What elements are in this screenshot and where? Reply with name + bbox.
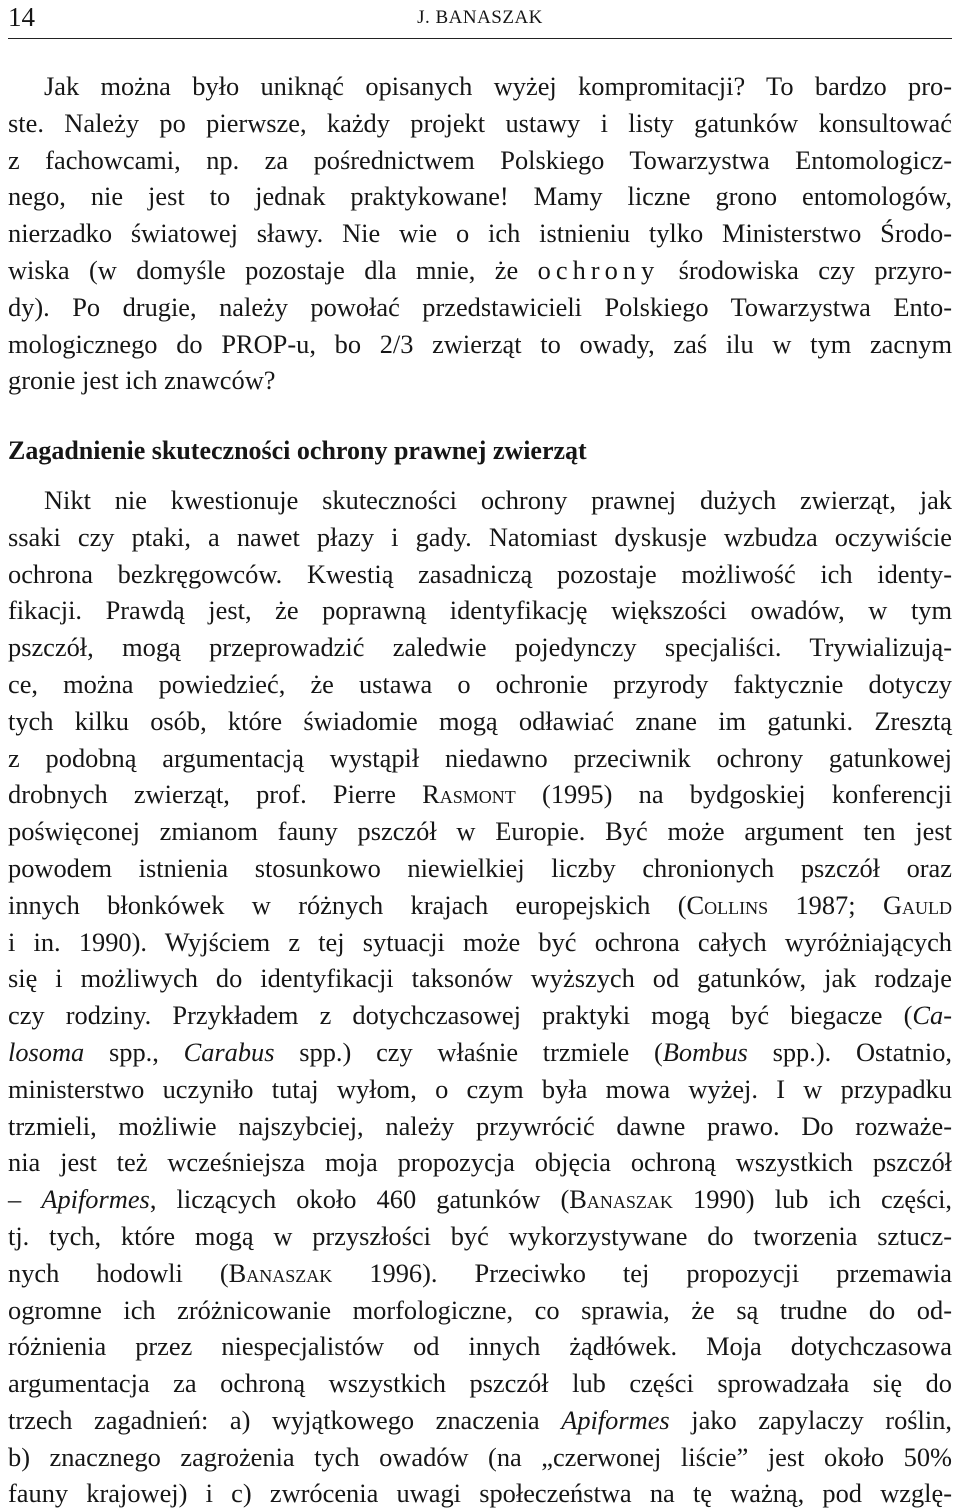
text-line: Nikt nie kwestionuje skuteczności ochrony prawnej dużych zwierząt, jak (44, 484, 952, 515)
section-heading: Zagadnienie skuteczności ochrony prawnej zwierząt (8, 436, 587, 466)
text-line: nego, nie jest to jednak praktykowane! Mamy liczne grono entomologów, (8, 181, 952, 212)
spaced-emphasis: ochrony (537, 254, 660, 285)
text-line: b) znacznego zagrożenia tych owadów (na „czerwonej liście” jest około 50% (8, 1441, 952, 1472)
text-run: jako zapylaczy roślin, (669, 1404, 952, 1435)
text-line: się i możliwych do identyfikacji taksonów wyższych od gatunków, jak rodzaje (8, 963, 952, 994)
text-line (8, 887, 952, 924)
text-line: ce, można powiedzieć, że ustawa o ochronie przyrody faktycznie dotyczy (8, 668, 952, 699)
text-run: czy rodziny. Przykładem z dotychczasowej praktyki mogą być biegacze ( (8, 1000, 913, 1031)
text-line (8, 1402, 952, 1439)
text-line: ogromne ich zróżnicowanie morfologiczne, co sprawia, że są trudne do od- (8, 1294, 952, 1325)
text-line: tj. tych, które mogą w przyszłości być wykorzystywane do tworzenia sztucz- (8, 1220, 952, 1251)
text-run: , liczących około 460 gatunków ( (149, 1184, 570, 1215)
text-line: i in. 1990). Wyjściem z tej sytuacji może być ochrona całych wyróżniających (8, 926, 952, 957)
author-name: Rasmont (422, 779, 516, 810)
text-line (8, 1034, 952, 1071)
text-line: różnienia przez niespecjalistów od innych żądłówek. Moja dotychczasowa (8, 1331, 952, 1362)
text-run: nych hodowli ( (8, 1257, 229, 1288)
text-run: wiska (w domyśle pozostaje dla mnie, że (8, 254, 538, 285)
text-line: trzmieli, możliwie najszybciej, należy przywrócić dawne prawo. Do rozważe- (8, 1110, 952, 1141)
text-run: spp.). Ostatnio, (747, 1036, 952, 1067)
text-line (8, 252, 952, 289)
text-run: drobnych zwierząt, prof. Pierre (8, 779, 423, 810)
paragraph-2 (8, 482, 952, 1512)
text-line: nierzadko światowej sławy. Nie wie o ich istnieniu tylko Ministerstwo Środo- (8, 218, 952, 249)
text-run: (1995) na bydgoskiej konferencji (515, 779, 952, 810)
text-run: środowiska czy przyro- (659, 254, 952, 285)
author-name: Banaszak (228, 1257, 333, 1288)
text-line: fauny krajowej) i c) zwrócenia uwagi społeczeństwa na tę ważną, pod wzglę- (8, 1478, 952, 1509)
text-run: 1990) lub ich części, (672, 1184, 952, 1215)
taxon-name: losoma (8, 1036, 85, 1067)
taxon-name: Apiformes (561, 1404, 670, 1435)
text-line (8, 1255, 952, 1292)
text-run: innych błonkówek w różnych krajach europejskich ( (8, 889, 687, 920)
text-run: spp.) czy właśnie trzmiele ( (274, 1036, 663, 1067)
text-line: mologicznego do PROP-u, bo 2/3 zwierząt to owady, zaś ilu w tym zacnym (8, 328, 952, 359)
author-name: Gauld (882, 889, 952, 920)
taxon-name: Ca- (912, 1000, 952, 1031)
text-line: nia jest też wcześniejsza moja propozycja objęcia ochroną wszystkich pszczół (8, 1147, 952, 1178)
taxon-name: Apiformes (41, 1184, 150, 1215)
taxon-name: Bombus (662, 1036, 748, 1067)
text-line: z fachowcami, np. za pośrednictwem Polskiego Towarzystwa Entomologicz- (8, 144, 952, 175)
text-run: 1987; (768, 889, 883, 920)
page-number: 14 (8, 2, 35, 32)
text-line: ssaki czy ptaki, a nawet płazy i gady. Natomiast dyskusje wzbudza oczywiście (8, 521, 952, 552)
text-run: 1996). Przeciwko tej propozycji przemawia (332, 1257, 952, 1288)
text-run: – (8, 1184, 42, 1215)
text-line: ministerstwo uczyniło tutaj wyłom, o czym była mowa wyżej. I w przypadku (8, 1073, 952, 1104)
text-line: powodem istnienia stosunkowo niewielkiej liczby chronionych pszczół oraz (8, 852, 952, 883)
text-line: ste. Należy po pierwsze, każdy projekt ustawy i listy gatunków konsultować (8, 107, 952, 138)
text-line: dy). Po drugie, należy powołać przedstawicieli Polskiego Towarzystwa Ento- (8, 291, 952, 322)
text-line: Jak można było uniknąć opisanych wyżej kompromitacji? To bardzo pro- (44, 71, 952, 101)
text-line (8, 997, 952, 1034)
text-line: argumentacja za ochroną wszystkich pszczół lub części sprowadzała się do (8, 1368, 952, 1399)
text-line (8, 1181, 952, 1218)
text-line: fikacji. Prawdą jest, że poprawną identyfikację większości owadów, w tym (8, 595, 952, 626)
text-line: pszczół, mogą przeprowadzić zaledwie pojedynczy specjaliści. Trywializują- (8, 632, 952, 663)
text-line: poświęconej zmianom fauny pszczół w Europie. Być może argument ten jest (8, 816, 952, 847)
running-head: J. BANASZAK (417, 7, 543, 28)
text-line: ochrona bezkręgowców. Kwestią zasadniczą pozostaje możliwość ich identy- (8, 558, 952, 589)
author-name: Banaszak (569, 1184, 673, 1215)
author-name: Collins (686, 889, 769, 920)
text-run: spp., (84, 1036, 184, 1067)
text-line: gronie jest ich znawców? (8, 365, 276, 396)
paragraph-1 (8, 68, 952, 399)
page-header (8, 0, 952, 39)
text-line: tych kilku osób, które świadomie mogą odławiać znane im gatunki. Zresztą (8, 705, 952, 736)
text-line (8, 776, 952, 813)
text-run: trzech zagadnień: a) wyjątkowego znaczenia (8, 1404, 562, 1435)
body-text (8, 68, 952, 1512)
taxon-name: Carabus (183, 1036, 275, 1067)
text-line: z podobną argumentacją wystąpił niedawno przeciwnik ochrony gatunkowej (8, 742, 952, 773)
